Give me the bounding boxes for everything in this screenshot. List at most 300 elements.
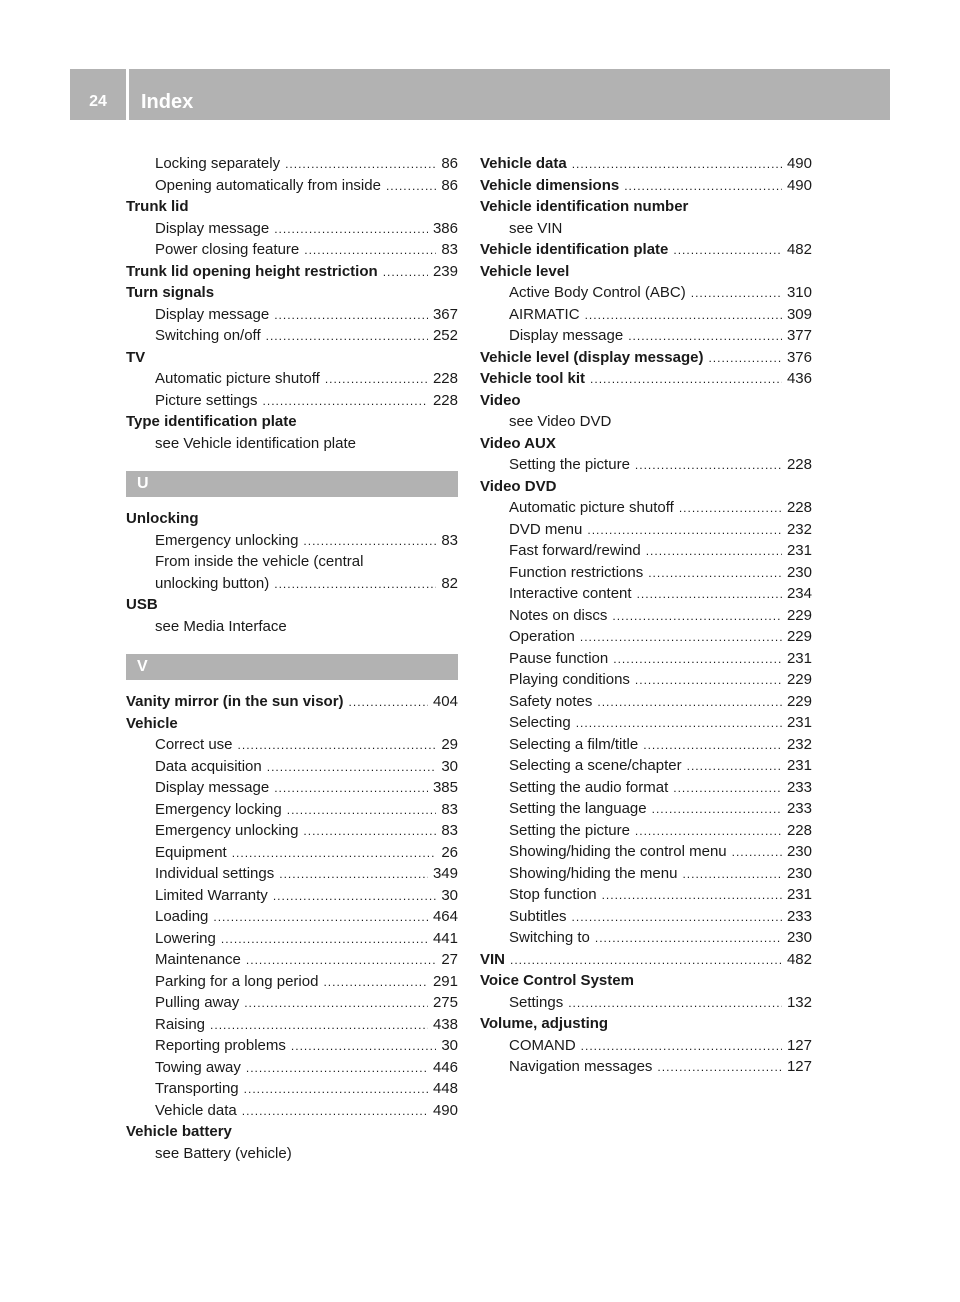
index-entry (480, 1013, 812, 1035)
page-reference[interactable]: 233 (786, 800, 812, 817)
entry-text: Display message (509, 327, 624, 344)
leader-dots (244, 1079, 428, 1100)
entry-text: Setting the picture (509, 821, 630, 839)
leader-dots (246, 950, 436, 971)
page-reference[interactable]: 230 (786, 929, 812, 946)
entry-text: see Vehicle identification plate (155, 434, 356, 452)
index-entry (480, 970, 812, 992)
page-reference[interactable]: 482 (786, 950, 812, 968)
entry-text: Function restrictions (509, 563, 644, 581)
page-reference[interactable]: 127 (786, 1058, 812, 1075)
index-subentry (126, 820, 458, 842)
leader-dots (244, 993, 428, 1014)
page-reference[interactable]: 232 (786, 735, 812, 753)
index-subentry (126, 1014, 458, 1036)
index-subentry (480, 1035, 812, 1057)
entry-text: Transporting (155, 1080, 239, 1097)
entry-text: Selecting a film/title (509, 735, 639, 753)
leader-dots (643, 735, 782, 756)
page-reference[interactable]: 27 (441, 951, 458, 968)
index-entry (480, 476, 812, 498)
entry-text: Playing conditions (509, 671, 630, 688)
entry-text: Loading (155, 908, 209, 925)
leader-dots (673, 778, 782, 799)
leader-dots (585, 305, 782, 326)
entry-text: Stop function (509, 886, 597, 903)
index-subentry (480, 691, 812, 713)
page-reference[interactable]: 86 (441, 176, 458, 194)
entry-text: Correct use (155, 736, 233, 753)
leader-dots (263, 391, 428, 412)
index-subentry (480, 218, 812, 240)
page-reference[interactable]: 231 (786, 714, 812, 731)
page-reference[interactable]: 234 (786, 585, 812, 602)
index-subentry (126, 971, 458, 993)
page-reference[interactable]: 231 (786, 757, 812, 774)
page-reference[interactable]: 83 (441, 822, 458, 839)
page-reference[interactable]: 229 (786, 671, 812, 688)
page-reference[interactable]: 127 (786, 1036, 812, 1054)
index-subentry (480, 282, 812, 304)
index-subentry (126, 885, 458, 907)
index-subentry (480, 777, 812, 799)
entry-text: Automatic picture shutoff (155, 370, 320, 387)
leader-dots (274, 574, 436, 595)
index-entry (480, 153, 812, 175)
entry-text: Reporting problems (155, 1037, 286, 1054)
page-reference[interactable]: 441 (432, 929, 458, 947)
entry-text: Subtitles (509, 907, 567, 925)
leader-dots (682, 864, 782, 885)
page-reference[interactable]: 230 (786, 563, 812, 581)
page-reference[interactable]: 377 (786, 327, 812, 344)
index-subentry (126, 616, 458, 638)
entry-text: Active Body Control (ABC) (509, 284, 686, 301)
entry-text: Interactive content (509, 585, 632, 602)
page-reference[interactable]: 228 (786, 456, 812, 473)
leader-dots (687, 756, 782, 777)
entry-text: DVD menu (509, 520, 583, 538)
index-entry (480, 390, 812, 412)
leader-dots (637, 584, 782, 605)
section-letter-v: V (126, 654, 458, 680)
leader-dots (291, 1036, 436, 1057)
index-subentry (480, 497, 812, 519)
leader-dots (590, 369, 782, 390)
entry-text: Limited Warranty (155, 886, 268, 904)
page-reference[interactable]: 228 (432, 370, 458, 387)
page-reference[interactable]: 83 (441, 241, 458, 258)
page-header (70, 69, 890, 120)
leader-dots (323, 972, 428, 993)
page-reference[interactable]: 229 (786, 606, 812, 624)
entry-text: Vehicle (126, 714, 178, 732)
leader-dots (732, 842, 782, 863)
entry-text: see Battery (vehicle) (155, 1144, 292, 1162)
page-reference[interactable]: 233 (786, 778, 812, 796)
page-reference[interactable]: 232 (786, 520, 812, 538)
index-subentry (126, 175, 458, 197)
page-reference[interactable]: 233 (786, 907, 812, 925)
entry-text: Navigation messages (509, 1058, 653, 1075)
index-subentry (126, 368, 458, 390)
index-column-left (126, 153, 458, 1164)
index-entry (480, 347, 812, 369)
entry-text: Vehicle identification number (480, 198, 689, 215)
index-subentry (480, 454, 812, 476)
entry-text: USB (126, 596, 158, 613)
index-subentry (480, 411, 812, 433)
leader-dots (652, 799, 782, 820)
leader-dots (628, 326, 782, 347)
index-subentry (126, 842, 458, 864)
page-reference[interactable]: 83 (441, 531, 458, 549)
entry-text: Notes on discs (509, 606, 608, 624)
leader-dots (246, 1058, 428, 1079)
entry-text: Emergency unlocking (155, 531, 299, 549)
index-entry (126, 282, 458, 304)
page-number: 24 (89, 93, 107, 110)
page-reference[interactable]: 386 (432, 219, 458, 237)
index-entry (480, 949, 812, 971)
leader-dots (679, 498, 782, 519)
entry-text: Towing away (155, 1058, 241, 1076)
index-subentry (480, 734, 812, 756)
page-reference[interactable]: 83 (441, 800, 458, 818)
index-entry (126, 411, 458, 433)
entry-text: Showing/hiding the menu (509, 864, 678, 882)
leader-dots (279, 864, 428, 885)
leader-dots (287, 800, 437, 821)
entry-text: Video AUX (480, 434, 556, 452)
index-entry (480, 433, 812, 455)
page-reference[interactable]: 446 (432, 1058, 458, 1076)
entry-text: Video (480, 391, 521, 409)
entry-text: Vehicle data (155, 1101, 237, 1119)
index-subentry (126, 1143, 458, 1165)
entry-text: see Video DVD (509, 413, 612, 430)
index-entry (126, 261, 458, 283)
index-subentry (480, 820, 812, 842)
entry-text: Type identification plate (126, 413, 297, 430)
leader-dots (213, 907, 428, 928)
index-subentry (126, 239, 458, 261)
leader-dots (274, 305, 428, 326)
entry-text: Display message (155, 219, 270, 237)
entry-text: Selecting a scene/chapter (509, 757, 682, 774)
index-subentry (126, 1057, 458, 1079)
index-subentry (480, 992, 812, 1014)
entry-text: Vehicle battery (126, 1123, 232, 1140)
leader-dots (572, 907, 782, 928)
entry-text: From inside the vehicle (central (155, 553, 364, 570)
index-subentry (126, 756, 458, 778)
entry-text: Vehicle tool kit (480, 370, 586, 387)
index-subentry (480, 884, 812, 906)
leader-dots (274, 219, 428, 240)
index-entry (480, 196, 812, 218)
index-entry (126, 691, 458, 713)
index-subentry (480, 841, 812, 863)
index-subentry (126, 928, 458, 950)
page-reference[interactable]: 26 (441, 843, 458, 861)
leader-dots (266, 326, 428, 347)
page-reference[interactable]: 229 (786, 628, 812, 645)
page-reference[interactable]: 231 (786, 886, 812, 903)
leader-dots (657, 1057, 782, 1078)
leader-dots (602, 885, 782, 906)
page-reference[interactable]: 291 (432, 972, 458, 990)
section-letter-u: U (126, 471, 458, 497)
index-entry (480, 368, 812, 390)
entry-text: Voice Control System (480, 972, 634, 989)
entry-text: unlocking button) (155, 574, 270, 592)
index-subentry (126, 906, 458, 928)
page-reference[interactable]: 29 (441, 736, 458, 753)
entry-text: VIN (480, 950, 506, 968)
page-reference[interactable]: 436 (786, 370, 812, 387)
index-subentry (480, 304, 812, 326)
entry-text: COMAND (509, 1036, 576, 1054)
entry-text: Unlocking (126, 510, 199, 527)
index-subentry (126, 304, 458, 326)
leader-dots (232, 843, 437, 864)
entry-text: Pause function (509, 649, 609, 667)
entry-text: Vehicle identification plate (480, 241, 669, 258)
index-subentry (480, 755, 812, 777)
index-subentry (126, 551, 458, 573)
index-subentry (480, 583, 812, 605)
leader-dots (581, 1036, 782, 1057)
leader-dots (325, 369, 428, 390)
entry-text: Trunk lid opening height restriction (126, 262, 378, 280)
entry-text: Vehicle dimensions (480, 176, 620, 194)
page-reference[interactable]: 132 (786, 993, 812, 1011)
leader-dots (386, 176, 436, 197)
leader-dots (274, 778, 428, 799)
leader-dots (568, 993, 782, 1014)
page-reference[interactable]: 438 (432, 1015, 458, 1033)
page-reference[interactable]: 404 (432, 693, 458, 710)
page-reference[interactable]: 228 (786, 821, 812, 839)
page-reference[interactable]: 310 (786, 284, 812, 301)
leader-dots (576, 713, 782, 734)
page-reference[interactable]: 367 (432, 305, 458, 323)
entry-text: Setting the audio format (509, 778, 669, 796)
entry-text: Automatic picture shutoff (509, 499, 674, 516)
page-reference[interactable]: 229 (786, 692, 812, 710)
index-entry (126, 508, 458, 530)
page-reference[interactable]: 228 (432, 391, 458, 409)
entry-text: see VIN (509, 219, 563, 237)
leader-dots (510, 950, 782, 971)
entry-text: Equipment (155, 843, 227, 861)
index-subentry (126, 573, 458, 595)
page-reference[interactable]: 30 (441, 1037, 458, 1054)
index-subentry (480, 669, 812, 691)
page-reference[interactable]: 82 (441, 574, 458, 592)
leader-dots (267, 757, 437, 778)
leader-dots (587, 520, 782, 541)
leader-dots (383, 262, 428, 283)
entry-text: Display message (155, 305, 270, 323)
leader-dots (303, 531, 436, 552)
index-entry (480, 175, 812, 197)
entry-text: Showing/hiding the control menu (509, 843, 727, 860)
page-reference[interactable]: 349 (432, 865, 458, 882)
index-subentry (480, 863, 812, 885)
index-subentry (126, 992, 458, 1014)
entry-text: Fast forward/rewind (509, 542, 641, 559)
page-reference[interactable]: 231 (786, 649, 812, 667)
index-entry (126, 594, 458, 616)
entry-text: Raising (155, 1015, 206, 1033)
page-reference[interactable]: 464 (432, 908, 458, 925)
index-column-right (480, 153, 812, 1078)
entry-text: Emergency locking (155, 800, 282, 818)
entry-text: Locking separately (155, 155, 281, 172)
header-divider (126, 69, 129, 120)
leader-dots (221, 929, 428, 950)
index-subentry (126, 530, 458, 552)
leader-dots (612, 606, 782, 627)
leader-dots (691, 283, 782, 304)
index-subentry (480, 605, 812, 627)
entry-text: Maintenance (155, 951, 241, 968)
index-subentry (126, 218, 458, 240)
entry-text: Turn signals (126, 284, 215, 301)
page-reference[interactable]: 252 (432, 327, 458, 344)
leader-dots (210, 1015, 428, 1036)
page-reference[interactable]: 490 (786, 176, 812, 194)
entry-text: Volume, adjusting (480, 1015, 609, 1032)
index-entry (126, 713, 458, 735)
index-entry (480, 261, 812, 283)
index-subentry (480, 1056, 812, 1078)
index-subentry (126, 1035, 458, 1057)
entry-text: Lowering (155, 929, 216, 947)
entry-text: Emergency unlocking (155, 822, 299, 839)
index-subentry (126, 799, 458, 821)
index-subentry (126, 153, 458, 175)
leader-dots (635, 670, 782, 691)
entry-text: Switching to (509, 929, 590, 946)
entry-text: Operation (509, 628, 575, 645)
index-subentry (480, 648, 812, 670)
index-subentry (480, 562, 812, 584)
index-subentry (480, 325, 812, 347)
page-reference[interactable]: 309 (786, 305, 812, 323)
page-reference[interactable]: 231 (786, 542, 812, 559)
entry-text: Display message (155, 779, 270, 796)
leader-dots (648, 563, 782, 584)
leader-dots (273, 886, 437, 907)
page-reference[interactable]: 86 (441, 155, 458, 172)
entry-text: Selecting (509, 714, 571, 731)
entry-text: Setting the picture (509, 456, 630, 473)
leader-dots (349, 692, 428, 713)
page-reference[interactable]: 30 (441, 757, 458, 775)
leader-dots (646, 541, 782, 562)
entry-text: Video DVD (480, 477, 557, 495)
page-reference[interactable]: 30 (441, 886, 458, 904)
leader-dots (242, 1101, 428, 1122)
entry-text: Safety notes (509, 692, 593, 710)
leader-dots (673, 240, 782, 261)
index-entry (126, 1121, 458, 1143)
entry-text: Data acquisition (155, 757, 262, 775)
leader-dots (613, 649, 782, 670)
index-subentry (126, 390, 458, 412)
index-subentry (480, 519, 812, 541)
index-subentry (126, 433, 458, 455)
entry-text: Setting the language (509, 800, 647, 817)
index-subentry (480, 906, 812, 928)
entry-text: Vehicle level (display message) (480, 348, 704, 366)
index-subentry (126, 949, 458, 971)
entry-text: TV (126, 348, 146, 366)
leader-dots (304, 240, 436, 261)
page-reference[interactable]: 448 (432, 1080, 458, 1097)
leader-dots (595, 928, 782, 949)
index-subentry (126, 777, 458, 799)
page-reference[interactable]: 490 (432, 1101, 458, 1119)
page-reference[interactable]: 275 (432, 994, 458, 1011)
index-subentry (126, 734, 458, 756)
page-reference[interactable]: 482 (786, 241, 812, 258)
page-reference[interactable]: 490 (786, 155, 812, 172)
leader-dots (580, 627, 782, 648)
index-entry (480, 239, 812, 261)
page-reference[interactable]: 239 (432, 262, 458, 280)
leader-dots (708, 348, 782, 369)
page-reference[interactable]: 228 (786, 499, 812, 516)
entry-text: Vanity mirror (in the sun visor) (126, 693, 344, 710)
entry-text: Vehicle data (480, 155, 567, 172)
leader-dots (572, 154, 782, 175)
entry-text: Trunk lid (126, 198, 189, 215)
entry-text: see Media Interface (155, 617, 287, 635)
entry-text: Parking for a long period (155, 972, 319, 990)
index-subentry (126, 1100, 458, 1122)
entry-text: Switching on/off (155, 327, 261, 344)
index-subentry (480, 927, 812, 949)
entry-text: Power closing feature (155, 241, 300, 258)
index-subentry (480, 540, 812, 562)
leader-dots (303, 821, 436, 842)
index-subentry (480, 798, 812, 820)
entry-text: Individual settings (155, 865, 275, 882)
index-subentry (126, 325, 458, 347)
page-reference[interactable]: 230 (786, 843, 812, 860)
page-reference[interactable]: 385 (432, 779, 458, 796)
entry-text: Settings (509, 993, 564, 1011)
page-reference[interactable]: 376 (786, 348, 812, 366)
index-subentry (126, 1078, 458, 1100)
index-entry (126, 196, 458, 218)
index-entry (126, 347, 458, 369)
index-subentry (480, 712, 812, 734)
entry-text: Vehicle level (480, 262, 570, 280)
entry-text: Pulling away (155, 994, 240, 1011)
entry-text: Opening automatically from inside (155, 176, 381, 194)
leader-dots (597, 692, 782, 713)
page-title: Index (141, 91, 194, 113)
leader-dots (635, 455, 782, 476)
page-reference[interactable]: 230 (786, 864, 812, 882)
entry-text: AIRMATIC (509, 305, 580, 323)
leader-dots (285, 154, 436, 175)
